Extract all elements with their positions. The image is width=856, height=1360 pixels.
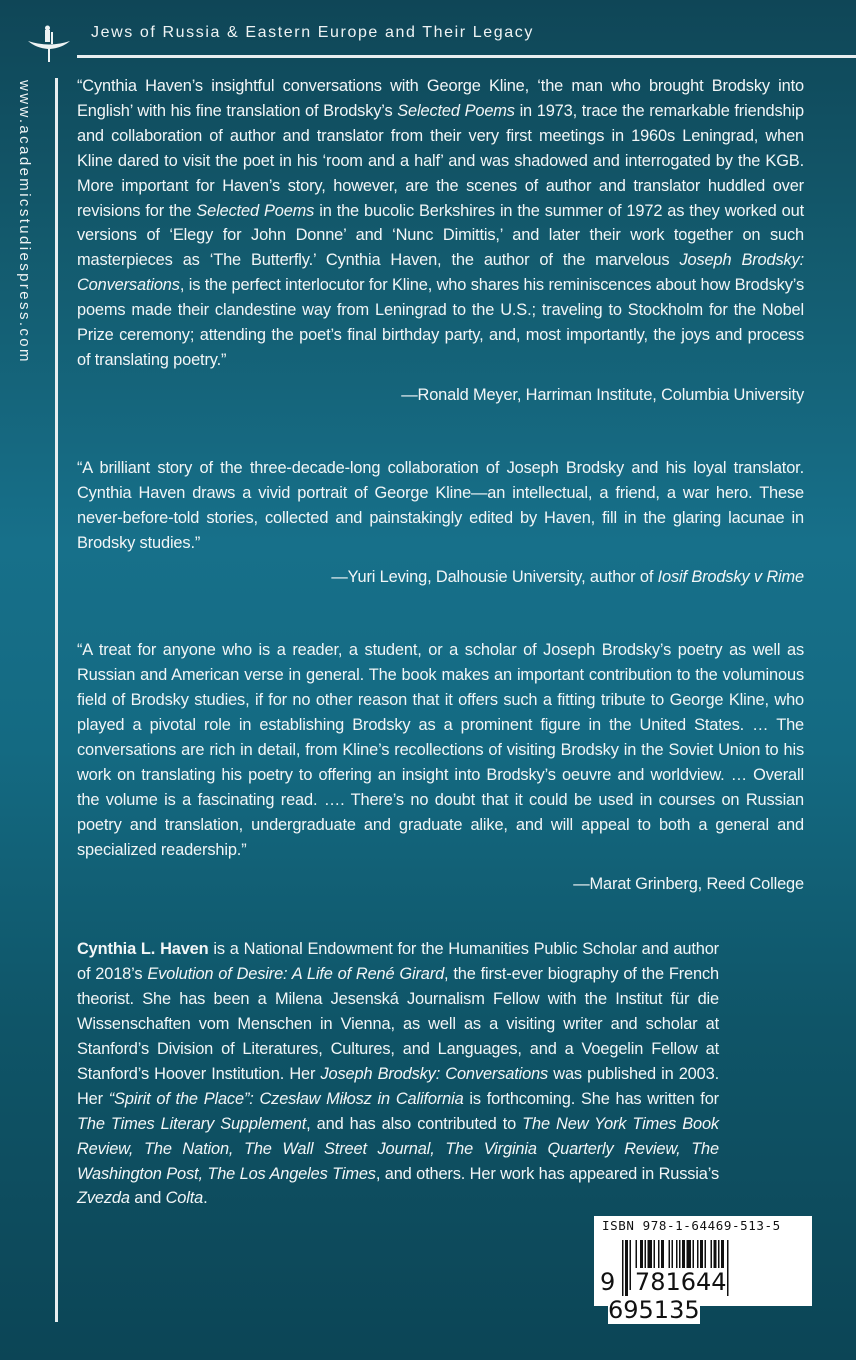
text-segment: —Yuri Leving, Dalhousie University, author of [331, 568, 658, 587]
text-segment: is forthcoming. She has written for [463, 1089, 719, 1108]
isbn-digits-group1: 781644 [634, 1268, 727, 1296]
isbn-digits [600, 1268, 812, 1324]
text-segment: , and has also contributed to [306, 1114, 523, 1133]
text-segment: “A brilliant story of the three-decade-long collaboration of Joseph Brodsky and his loyal translator. Cynthia Haven draws a vivid portrait of George Kline—an intellectual, a friend, a war hero. These never-before-told stories, collected and painstakingly edited by Haven, fill in the glaring lacunae in Brodsky studies.” [77, 458, 804, 552]
boat-figure-logo-icon [26, 24, 72, 64]
text-segment: “Cynthia Haven’s insightful conversations with George Kline, ‘the man who brought Brodsky into English’ with his fine translation of Brodsky’s [77, 77, 804, 120]
italic-title: Evolution of Desire: A Life of René Girard [147, 965, 445, 984]
author-name: Cynthia L. Haven [77, 940, 209, 959]
italic-title: Selected Poems [196, 201, 315, 220]
text-segment: in 1973, trace the remarkable friendship and collaboration of author and translator from their very first meetings in 1960s Leningrad, when Kline dared to visit the poet in his ‘room and a half’ and was shadowed and interrogated by the KGB. More important for Haven’s story, however, are the scenes of author and translator huddled over revisions for the [77, 101, 804, 220]
blurb-quote [77, 638, 804, 862]
isbn-digit-first: 9 [600, 1268, 616, 1296]
header-rule [77, 55, 856, 58]
text-segment: , and others. Her work has appeared in Russia’s [375, 1164, 720, 1183]
blurb-quote [77, 456, 804, 556]
blurb-1 [77, 74, 804, 408]
isbn-barcode [594, 1216, 812, 1324]
publisher-website: www.academicstudiespress.com [16, 80, 33, 364]
text-segment: —Ronald Meyer, Harriman Institute, Columbia University [401, 385, 804, 404]
italic-title: Colta [165, 1189, 204, 1208]
italic-title: Selected Poems [397, 101, 515, 120]
text-segment: in the bucolic Berkshires in the summer of 1972 as they worked out versions of ‘Elegy for John Donne’ and ‘Nunc Dimittis,’ and later their work together on such masterpieces as ‘The Butterfly.’ Cynthia Haven, the author of the marvelous [77, 201, 804, 270]
side-rule [55, 78, 58, 1322]
text-segment: , the first-ever biography of the French theorist. She has been a Milena Jesenská Journalism Fellow with the Institut für die Wissenschaften vom Menschen in Vienna, as well as a visiting writer and scholar at Stanford’s Division of Literatures, Cultures, and Languages, and a Voegelin Fellow at Stanford’s Hoover Institution. Her [77, 965, 719, 1083]
blurb-2 [77, 456, 804, 591]
italic-title: The New York Times Book Review, The Nation, The Wall Street Journal, The Virginia Quarterly Review, The Washington Post, The Los Angeles Times [77, 1114, 719, 1183]
blurb-3 [77, 638, 804, 897]
blurb-attribution [77, 383, 804, 408]
blurb-quote [77, 74, 804, 373]
italic-title: Zvezda [77, 1189, 130, 1208]
text-segment: . [203, 1189, 208, 1208]
text-segment: was published in 2003. Her [77, 1064, 719, 1108]
isbn-digits-group2: 695135 [608, 1296, 700, 1324]
italic-title: Iosif Brodsky v Rime [657, 568, 804, 587]
blurb-attribution [77, 565, 804, 590]
italic-title: Joseph Brodsky: Conversations [320, 1064, 549, 1083]
series-title: Jews of Russia & Eastern Europe and Their Legacy [91, 24, 534, 41]
italic-title: “Spirit of the Place”: Czesław Miłosz in California [108, 1089, 464, 1108]
text-segment: —Marat Grinberg, Reed College [573, 875, 804, 894]
italic-title: Joseph Brodsky: Conversations [77, 251, 805, 295]
isbn-label: ISBN 978-1-64469-513-5 [602, 1218, 781, 1233]
text-segment: and [129, 1189, 166, 1208]
text-segment: “A treat for anyone who is a reader, a student, or a scholar of Joseph Brodsky’s poetry as well as Russian and American verse in general. The book makes an important contribution to the voluminous field of Brodsky studies, if for no other reason that it offers such a fitting tribute to George Kline, who played a pivotal role in establishing Brodsky as a prominent figure in the United States. … The conversations are rich in detail, from Kline’s recollections of visiting Brodsky in the Soviet Union to his work on translating his poetry to offering an insight into Brodsky’s oeuvre and worldview. … Overall the volume is a fascinating read. …. There’s no doubt that it could be used in courses on Russian poetry and translation, undergraduate and graduate alike, and will appeal to both a general and specialized readership.” [77, 641, 804, 859]
blurb-attribution [77, 872, 804, 897]
text-segment: is a National Endowment for the Humanities Public Scholar and author of 2018’s [77, 940, 719, 984]
text-segment: , is the perfect interlocutor for Kline, who shares his reminiscences about how Brodsky’s poems made their clandestine way from Leningrad to the U.S.; traveling to Stockholm for the Nobel Prize ceremony; attending the poet’s final birthday party, and, most importantly, the joys and process of translating poetry.” [77, 276, 804, 369]
back-cover-text [77, 74, 804, 1211]
author-bio [77, 937, 719, 1211]
italic-title: The Times Literary Supplement [77, 1114, 307, 1133]
